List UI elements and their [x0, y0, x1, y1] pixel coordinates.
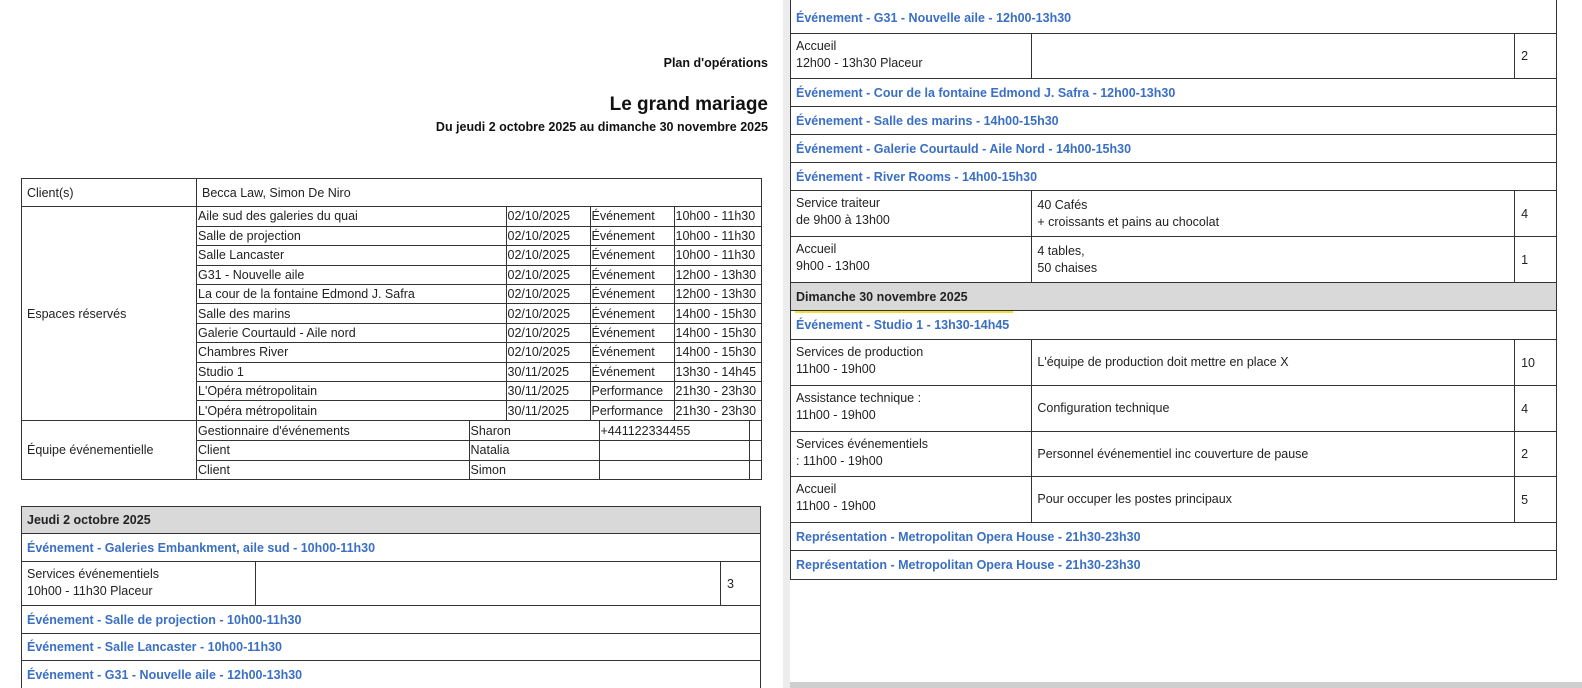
- service-desc: Pour occuper les postes principaux: [1031, 477, 1514, 522]
- service-label: Services événementiels : 11h00 - 19h00: [796, 437, 929, 468]
- space-date: 02/10/2025: [506, 265, 590, 284]
- event-row: Événement - Studio 1 - 13h30-14h45: [791, 311, 1556, 340]
- event-row: Événement - Salle de projection - 10h00-11h30: [22, 606, 760, 634]
- page-title: Le grand mariage: [609, 94, 768, 115]
- team-row: [197, 421, 762, 440]
- schedule-day1: [21, 506, 761, 688]
- service-label: Assistance technique : 11h00 - 19h00: [796, 391, 922, 422]
- space-name: Salle des marins: [197, 304, 506, 323]
- space-row: [197, 343, 762, 362]
- space-name: Salle Lancaster: [197, 246, 506, 265]
- space-date: 02/10/2025: [506, 323, 590, 342]
- service-row: [791, 386, 1556, 432]
- space-row: [197, 226, 762, 245]
- highlight-mark: [795, 311, 1013, 313]
- team-name: Sharon: [469, 421, 599, 440]
- space-name: La cour de la fontaine Edmond J. Safra: [197, 285, 506, 304]
- service-label: Accueil 12h00 - 13h30 Placeur: [796, 39, 923, 70]
- event-row: Événement - Salle Lancaster - 10h00-11h30: [22, 634, 760, 661]
- plan-label: Plan d'opérations: [663, 56, 768, 70]
- space-row: [197, 285, 762, 304]
- team-name: Simon: [469, 460, 599, 479]
- left-page: [0, 0, 790, 688]
- service-qty: 1: [1514, 237, 1556, 282]
- space-name: Galerie Courtauld - Aile nord: [197, 323, 506, 342]
- space-time: 10h00 - 11h30: [674, 246, 762, 265]
- space-time: 14h00 - 15h30: [674, 323, 762, 342]
- space-row: [197, 323, 762, 342]
- service-qty: 2: [1514, 432, 1556, 476]
- space-date: 02/10/2025: [506, 343, 590, 362]
- space-time: 12h00 - 13h30: [674, 265, 762, 284]
- space-date: 02/10/2025: [506, 304, 590, 323]
- space-type: Événement: [590, 323, 674, 342]
- team-table: [197, 421, 762, 479]
- event-row: Représentation - Metropolitan Opera House - 21h30-23h30: [791, 523, 1556, 551]
- space-name: G31 - Nouvelle aile: [197, 265, 506, 284]
- space-date: 30/11/2025: [506, 382, 590, 401]
- space-type: Événement: [590, 246, 674, 265]
- space-date: 30/11/2025: [506, 362, 590, 381]
- space-row: [197, 304, 762, 323]
- team-row: [197, 460, 762, 479]
- team-role: Client: [197, 441, 469, 460]
- space-name: L'Opéra métropolitain: [197, 401, 506, 420]
- service-label: Services de production 11h00 - 19h00: [796, 345, 924, 376]
- space-date: 30/11/2025: [506, 401, 590, 420]
- space-type: Événement: [590, 226, 674, 245]
- space-row: [197, 382, 762, 401]
- space-type: Événement: [590, 343, 674, 362]
- page-gutter: [783, 0, 790, 688]
- schedule-continued: [790, 0, 1557, 580]
- space-row: [197, 401, 762, 420]
- service-label: Services événementiels 10h00 - 11h30 Placeur: [27, 567, 160, 598]
- service-desc: 40 Cafés + croissants et pains au chocolat: [1031, 191, 1514, 236]
- team-row: [197, 441, 762, 460]
- event-row: Événement - Galerie Courtauld - Aile Nord - 14h00-15h30: [791, 135, 1556, 163]
- space-time: 21h30 - 23h30: [674, 382, 762, 401]
- service-desc: L'équipe de production doit mettre en place X: [1031, 340, 1514, 385]
- info-table: [21, 178, 762, 480]
- service-desc: [1031, 34, 1514, 78]
- team-phone: +441122334455: [599, 421, 749, 440]
- space-date: 02/10/2025: [506, 246, 590, 265]
- space-time: 14h00 - 15h30: [674, 343, 762, 362]
- date-range: Du jeudi 2 octobre 2025 au dimanche 30 novembre 2025: [435, 120, 768, 134]
- event-row: Événement - Galeries Embankment, aile sud - 10h00-11h30: [22, 534, 760, 562]
- space-type: Événement: [590, 265, 674, 284]
- space-date: 02/10/2025: [506, 226, 590, 245]
- team-role: Gestionnaire d'événements: [197, 421, 469, 440]
- space-name: Studio 1: [197, 362, 506, 381]
- service-row: [791, 477, 1556, 523]
- right-page: [790, 0, 1582, 688]
- team-extra: [749, 460, 762, 479]
- space-name: Aile sud des galeries du quai: [197, 207, 506, 226]
- team-extra: [749, 441, 762, 460]
- viewer-bottom-strip: [790, 682, 1582, 688]
- space-row: [197, 246, 762, 265]
- service-desc: Configuration technique: [1031, 386, 1514, 431]
- spaces-table: [197, 207, 762, 420]
- space-date: 02/10/2025: [506, 207, 590, 226]
- service-row: [791, 340, 1556, 386]
- team-phone: [599, 460, 749, 479]
- space-name: L'Opéra métropolitain: [197, 382, 506, 401]
- space-time: 21h30 - 23h30: [675, 403, 757, 418]
- client-label: Client(s): [22, 179, 197, 207]
- service-row: [791, 34, 1556, 79]
- service-qty: 4: [1514, 386, 1556, 431]
- service-qty: 2: [1514, 34, 1556, 78]
- service-desc: [255, 562, 720, 605]
- space-date: 02/10/2025: [506, 285, 590, 304]
- event-row: Représentation - Metropolitan Opera House - 21h30-23h30: [791, 551, 1556, 580]
- service-qty: 10: [1514, 340, 1556, 385]
- service-row: [791, 237, 1556, 283]
- service-label: Service traiteur de 9h00 à 13h00: [796, 196, 890, 227]
- team-label: Équipe événementielle: [22, 421, 197, 480]
- service-row: [791, 191, 1556, 237]
- space-time: 12h00 - 13h30: [674, 285, 762, 304]
- service-row: [22, 562, 760, 606]
- event-row: Événement - Cour de la fontaine Edmond J. Safra - 12h00-13h30: [791, 79, 1556, 107]
- space-time: 13h30 - 14h45: [674, 362, 762, 381]
- team-phone: [599, 441, 749, 460]
- service-qty: 3: [720, 562, 760, 605]
- service-row: [791, 432, 1556, 477]
- service-label: Accueil 11h00 - 19h00: [796, 482, 876, 513]
- service-qty: 5: [1514, 477, 1556, 522]
- service-desc: Personnel événementiel inc couverture de pause: [1031, 432, 1514, 476]
- team-role: Client: [197, 460, 469, 479]
- team-extra: [749, 421, 762, 440]
- day-header: Jeudi 2 octobre 2025: [22, 507, 760, 534]
- event-row: Événement - G31 - Nouvelle aile - 12h00-13h30: [22, 661, 760, 688]
- space-row: [197, 362, 762, 381]
- space-row: [197, 265, 762, 284]
- space-type: Événement: [590, 362, 674, 381]
- space-type: Événement: [590, 285, 674, 304]
- team-name: Natalia: [469, 441, 599, 460]
- space-type: Événement: [590, 207, 674, 226]
- client-names: Becca Law, Simon De Niro: [197, 179, 762, 207]
- space-time: 10h00 - 11h30: [674, 226, 762, 245]
- space-name: Chambres River: [197, 343, 506, 362]
- service-qty: 4: [1514, 191, 1556, 236]
- space-name: Salle de projection: [197, 226, 506, 245]
- space-type: Performance: [590, 401, 674, 420]
- spaces-label: Espaces réservés: [22, 207, 197, 421]
- space-row: [197, 207, 762, 226]
- space-time: 10h00 - 11h30: [674, 207, 762, 226]
- event-row: Événement - Salle des marins - 14h00-15h30: [791, 107, 1556, 135]
- space-type: Événement: [590, 304, 674, 323]
- day-header: Dimanche 30 novembre 2025: [791, 283, 1556, 311]
- service-desc: 4 tables, 50 chaises: [1031, 237, 1514, 282]
- space-time: 14h00 - 15h30: [674, 304, 762, 323]
- event-row: Événement - River Rooms - 14h00-15h30: [791, 163, 1556, 191]
- space-type: Performance: [590, 382, 674, 401]
- service-label: Accueil 9h00 - 13h00: [796, 242, 870, 273]
- event-row: Événement - G31 - Nouvelle aile - 12h00-13h30: [791, 0, 1556, 34]
